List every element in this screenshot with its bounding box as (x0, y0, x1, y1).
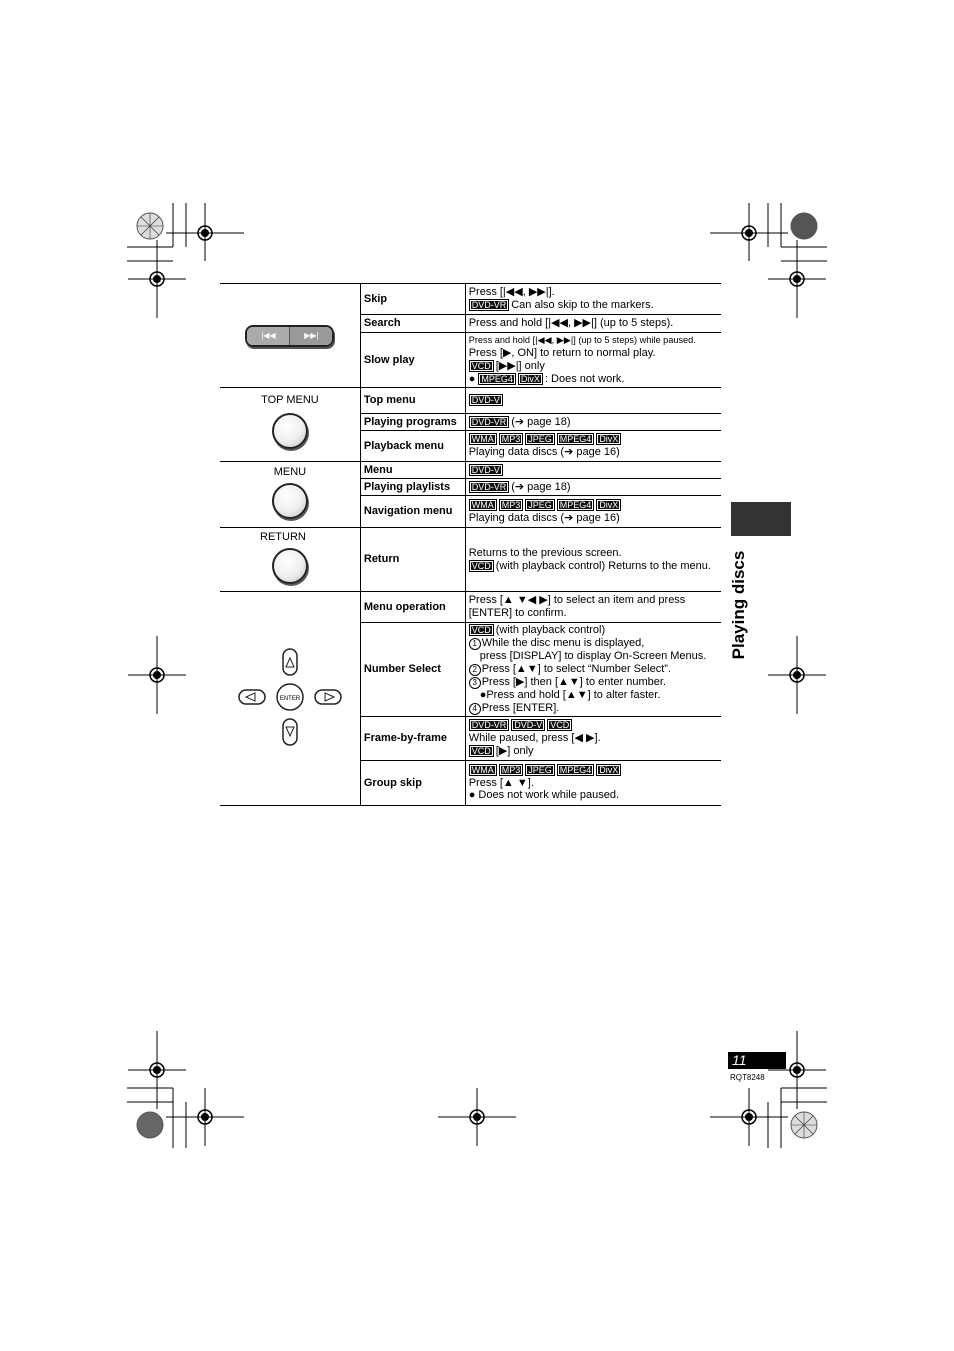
disc-badge: DVD-V (469, 394, 503, 406)
desc-line: Press [▲ ▼◀ ▶] to select an item and press (468, 594, 686, 607)
enter-label: ENTER (279, 695, 301, 702)
function-description: Press and hold [|◀◀, ▶▶|] (up to 5 steps). (465, 315, 721, 333)
step-number: 2 (469, 664, 481, 676)
cursor-buttons-illustration (220, 592, 360, 806)
disc-badge: WMA (469, 764, 497, 776)
desc-line: [▶▶|] only (495, 360, 545, 372)
desc-line: [ENTER] to confirm. (468, 607, 567, 619)
function-name: Search (360, 315, 465, 333)
disc-badge: WMA (469, 433, 497, 445)
disc-badge: WMA (469, 499, 497, 511)
function-name: Group skip (360, 761, 465, 806)
left-button (239, 690, 265, 704)
function-name: Playing programs (360, 414, 465, 431)
desc-line: press [DISPLAY] to display On-Screen Menus. (479, 650, 707, 663)
desc-line: Playing data discs (➔ page 16) (468, 511, 620, 524)
disc-badge: MP3 (499, 433, 524, 445)
desc-line: (➔ page 18) (511, 415, 571, 428)
return-button-illustration (220, 528, 360, 592)
desc-line: (with playback control) Returns to the menu. (495, 559, 711, 572)
menu-button (272, 483, 308, 519)
function-description (465, 528, 721, 592)
desc-line: Playing data discs (➔ page 16) (468, 446, 620, 458)
table-row (220, 462, 721, 479)
disc-badge: MPEG4 (557, 433, 595, 445)
function-description (465, 431, 721, 462)
section-tab (731, 502, 791, 536)
disc-badge: DVD-VR (469, 416, 510, 428)
disc-badge: MPEG4 (478, 373, 516, 385)
desc-line: Press [ENTER]. (481, 701, 560, 714)
step-number: 1 (469, 638, 481, 650)
disc-badge: DVD-V (511, 719, 545, 731)
desc-line: : Does not work. (544, 372, 625, 385)
disc-badge: DivX (596, 433, 621, 445)
up-button (283, 649, 297, 675)
button-label: MENU (273, 466, 307, 479)
top-menu-button (272, 413, 308, 449)
disc-badge: DivX (596, 764, 621, 776)
disc-badge: VCD (469, 624, 494, 636)
section-title (724, 545, 754, 665)
disc-badge: JPEG (525, 764, 555, 776)
disc-badge: MP3 (499, 499, 524, 511)
function-name: Menu operation (360, 592, 465, 623)
section-title-text: Playing discs (729, 550, 748, 660)
right-button (315, 690, 341, 704)
table-row (220, 592, 721, 623)
desc-line: (➔ page 18) (511, 480, 571, 493)
function-description (465, 717, 721, 761)
function-description (465, 284, 721, 315)
function-name: Frame-by-frame (360, 717, 465, 761)
table-row (220, 388, 721, 414)
desc-line: [▶] only (495, 744, 534, 757)
desc-line: While paused, press [◀ ▶]. (468, 732, 601, 745)
page-number: 11 (728, 1052, 786, 1069)
menu-button-illustration (220, 462, 360, 528)
desc-line: (with playback control) (495, 624, 606, 637)
desc-line: ●Press and hold [▲▼] to alter faster. (479, 688, 661, 701)
down-button (283, 719, 297, 745)
function-name: Playback menu (360, 431, 465, 462)
desc-line: While the disc menu is displayed, (481, 637, 645, 650)
desc-line: Press [▲ ▼]. (468, 776, 534, 789)
function-name: Top menu (360, 388, 465, 414)
function-description (465, 462, 721, 479)
arrow-enter-pad (235, 647, 345, 747)
desc-line: Press [▶, ON] to return to normal play. (468, 347, 656, 360)
skip-forward-icon: ▶▶| (290, 327, 332, 345)
disc-badge: MP3 (499, 764, 524, 776)
table-row (220, 284, 721, 315)
skip-buttons-illustration (220, 284, 360, 388)
disc-badge: VCD (547, 719, 572, 731)
step-number: 3 (469, 677, 481, 689)
table-row (220, 528, 721, 592)
disc-badge: DVD-V (469, 464, 503, 476)
function-description (465, 623, 721, 717)
function-name: Playing playlists (360, 479, 465, 496)
disc-badge: VCD (469, 560, 494, 572)
disc-badge: DivX (518, 373, 543, 385)
disc-badge: JPEG (525, 433, 555, 445)
function-name: Navigation menu (360, 496, 465, 528)
function-description: Press and hold [|◀◀, ▶▶|] (up to 5 steps) while paused. Press [▶, ON] to return to normal play. VCD [▶▶|] only ● MPEG4 DivX : Does not work. (465, 333, 721, 388)
function-name: Number Select (360, 623, 465, 717)
desc-line: Press [|◀◀, ▶▶|]. (468, 286, 555, 299)
function-description (465, 761, 721, 806)
function-name: Return (360, 528, 465, 592)
disc-badge: DVD-VR (469, 299, 510, 311)
function-description (465, 414, 721, 431)
desc-line: Press [▶] then [▲▼] to enter number. (481, 675, 667, 688)
desc-line: Can also skip to the markers. (511, 299, 654, 311)
disc-badge: MPEG4 (557, 499, 595, 511)
button-label: RETURN (260, 531, 306, 544)
disc-badge: DVD-VR (469, 481, 510, 493)
button-label: TOP MENU (261, 394, 319, 407)
operations-table (220, 283, 721, 806)
step-number: 4 (469, 703, 481, 715)
function-description (465, 388, 721, 414)
disc-badge: DVD-VR (469, 719, 510, 731)
disc-badge: VCD (469, 745, 494, 757)
function-name: Slow play (360, 333, 465, 388)
top-menu-button-illustration (220, 388, 360, 462)
function-name: Menu (360, 462, 465, 479)
desc-line: Press and hold [|◀◀, ▶▶|] (up to 5 steps) while paused. (468, 335, 696, 346)
function-description (465, 496, 721, 528)
desc-line: Press [▲▼] to select “Number Select”. (481, 662, 671, 675)
disc-badge: MPEG4 (557, 764, 595, 776)
disc-badge: DivX (596, 499, 621, 511)
document-code: RQT8248 (730, 1073, 765, 1082)
function-description (465, 592, 721, 623)
disc-badge: JPEG (525, 499, 555, 511)
function-name: Skip (360, 284, 465, 315)
desc-line: ● Does not work while paused. (468, 789, 620, 802)
function-description (465, 479, 721, 496)
return-button (272, 548, 308, 584)
skip-back-icon: |◀◀ (247, 327, 290, 345)
desc-line: Returns to the previous screen. (468, 546, 622, 559)
disc-badge: VCD (469, 360, 494, 372)
